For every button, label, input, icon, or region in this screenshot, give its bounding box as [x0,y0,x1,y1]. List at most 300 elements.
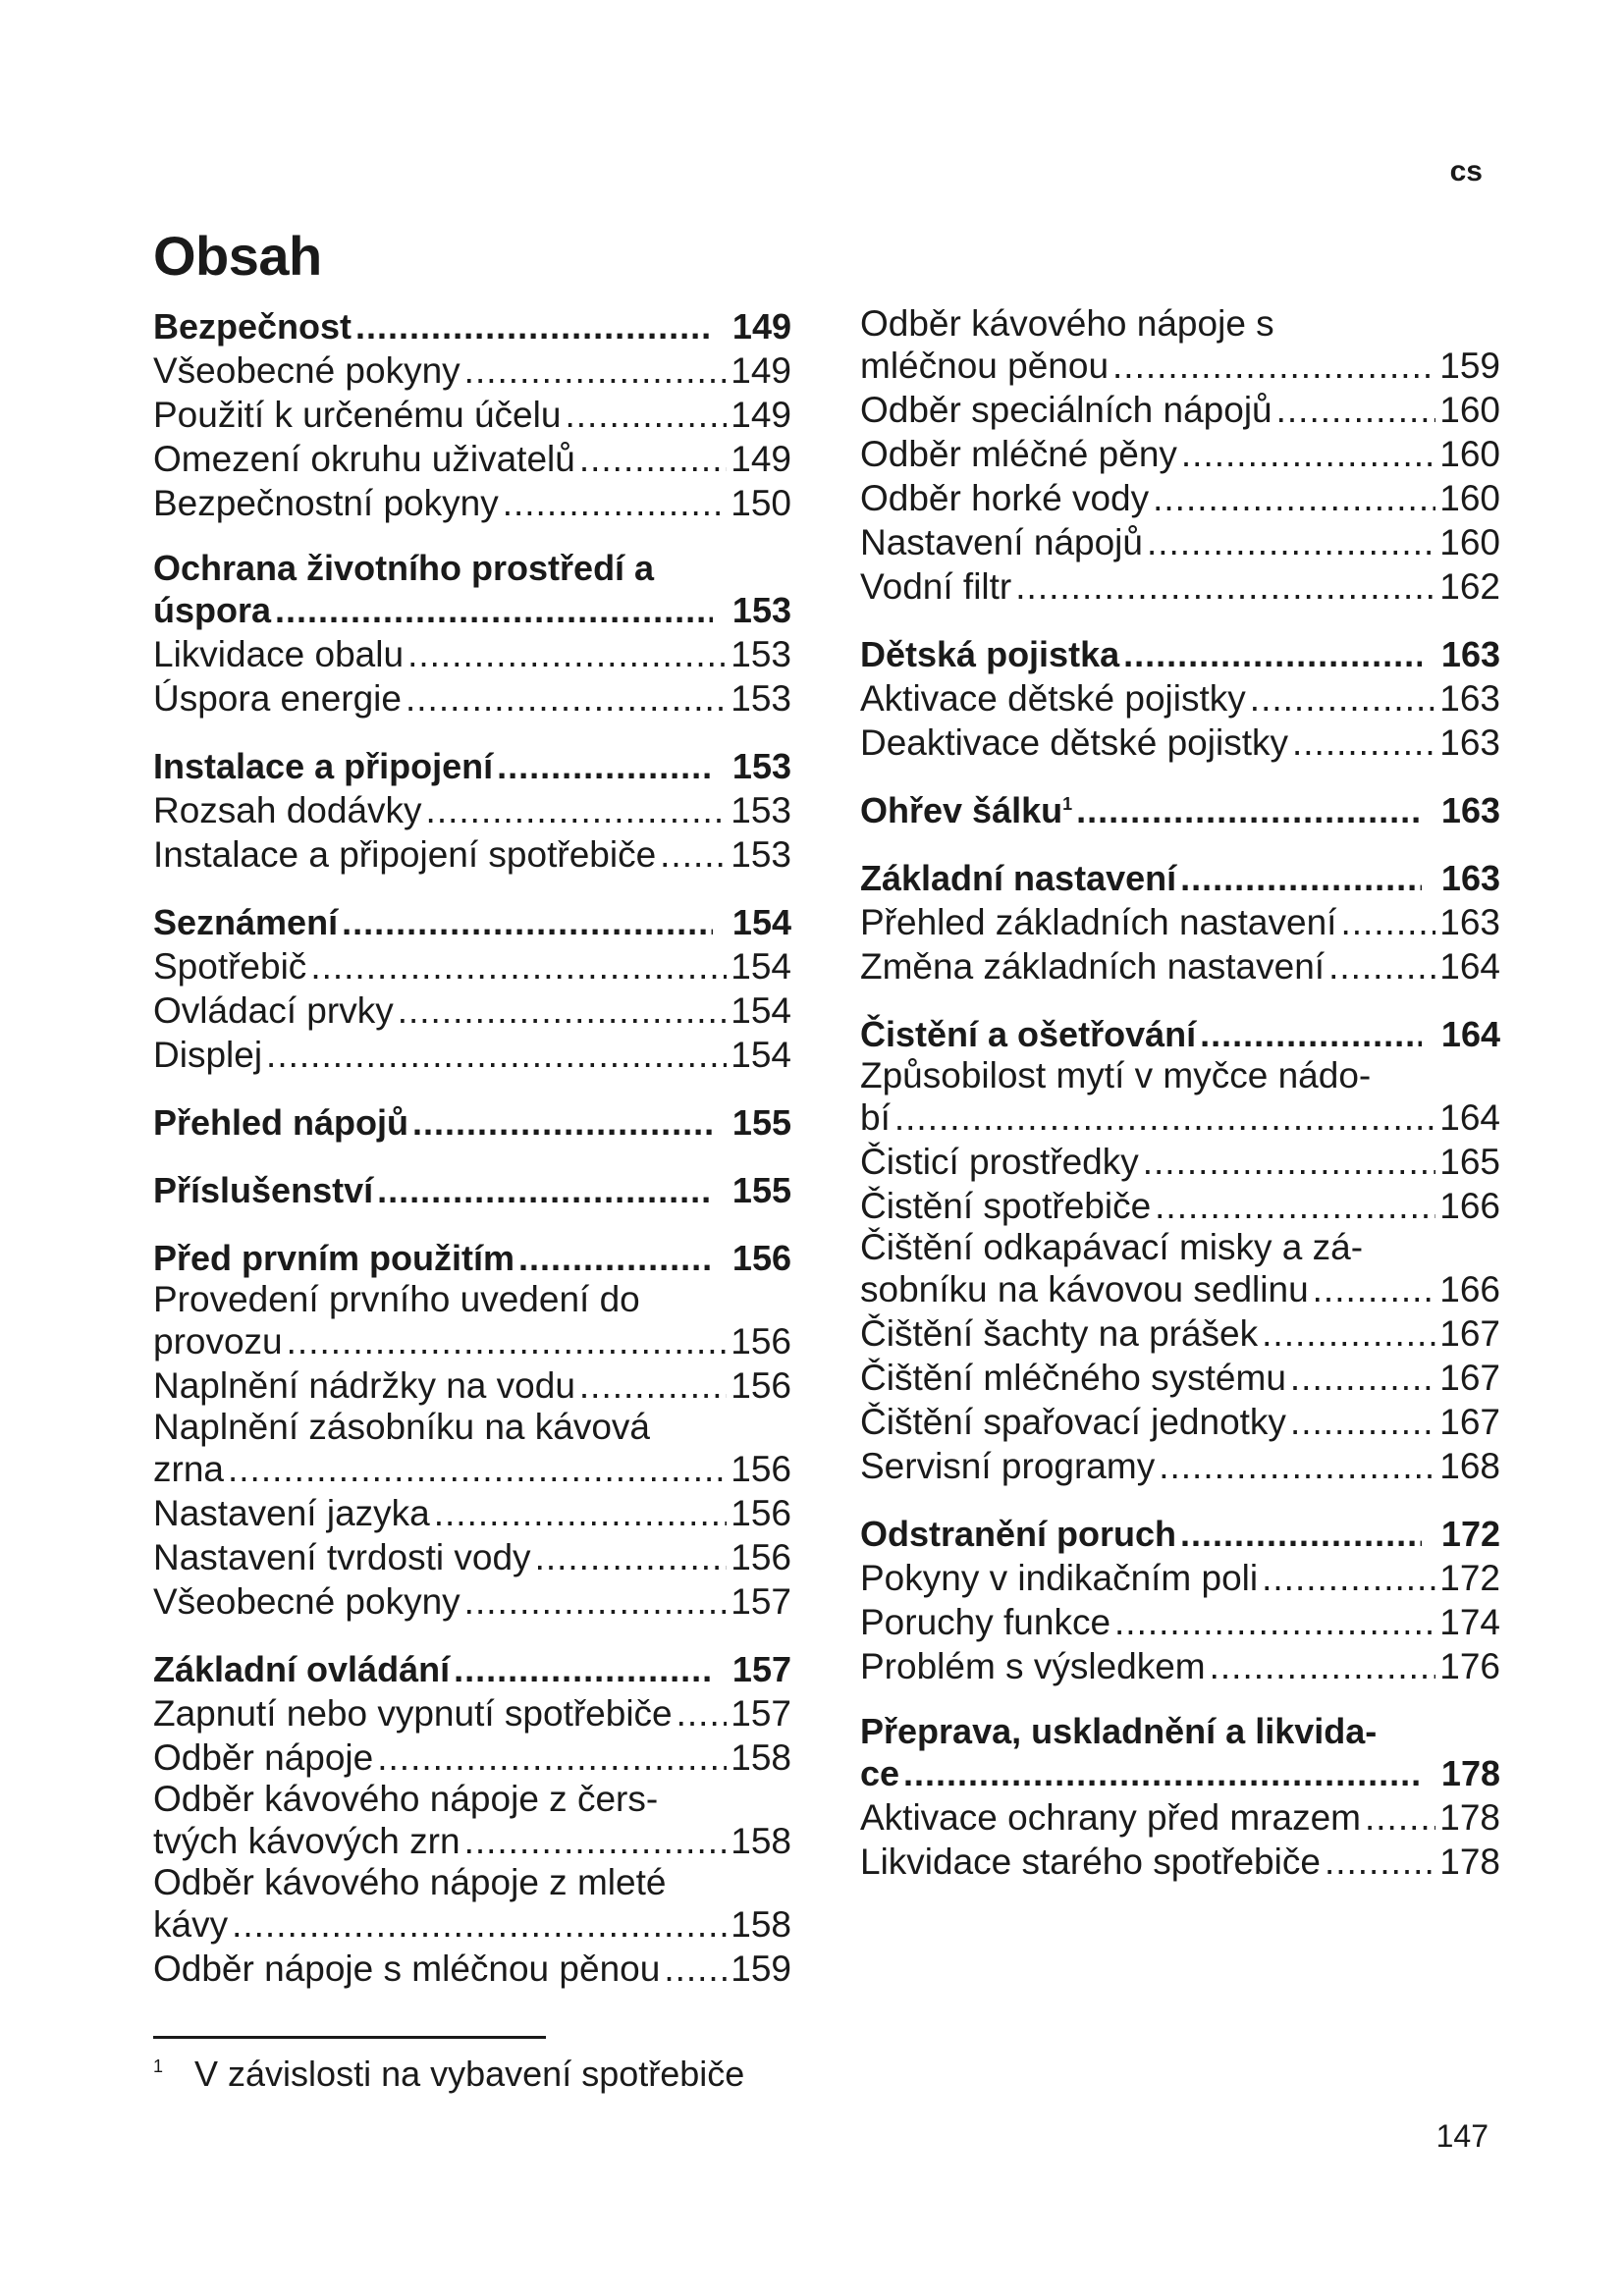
toc-entry-text: Odběr nápoje [153,1737,374,1778]
toc-page-number: 157 [731,1581,791,1622]
toc-page-number: 176 [1439,1646,1500,1686]
toc-entry-text: Nastavení tvrdosti vody [153,1537,531,1577]
toc-page-number: 167 [1439,1313,1500,1354]
toc-entry[interactable] [153,676,791,721]
toc-entry[interactable] [153,988,791,1033]
toc-section [860,304,1500,609]
dot-leader [1112,344,1435,388]
dot-leader [1210,1644,1436,1688]
toc-entry-text: Základní nastavení [860,858,1177,898]
toc-page-number: 156 [731,1449,791,1489]
toc-entry[interactable] [153,481,791,525]
toc-entry-text: Příslušenství [153,1170,374,1210]
dot-leader [660,832,727,877]
toc-column-left [153,304,791,2014]
toc-entry-label [153,1319,283,1363]
toc-entry-line[interactable]: Naplnění zásobníku na kávová [153,1407,651,1447]
toc-page-number: 178 [1440,1753,1500,1793]
toc-entry[interactable] [153,832,791,877]
toc-entry[interactable] [860,721,1500,765]
toc-entry-label [153,1902,228,1947]
dot-leader [464,1819,728,1863]
toc-entry-text: Před prvním použitím [153,1238,515,1278]
toc-entry-label [860,721,1288,765]
toc-entry-label [153,437,575,481]
dot-leader [1015,564,1435,609]
dot-leader [1147,520,1435,564]
dot-leader [1276,388,1436,432]
dot-leader [894,1095,1435,1140]
toc-entry[interactable] [860,1644,1500,1688]
toc-entry-label [153,588,271,632]
toc-entry-label [860,856,1176,900]
toc-entry-label [153,1691,673,1735]
toc-page-number: 172 [1439,1558,1500,1598]
toc-entry-label [153,481,499,525]
toc-entry-label [153,348,460,393]
toc-entry-label [860,1095,891,1140]
toc-entry-text: Úspora energie [153,678,402,719]
toc-entry-label [153,988,394,1033]
toc-entry-label [153,788,422,832]
toc-entry-label [860,632,1119,676]
toc-entry-text: Problém s výsledkem [860,1646,1206,1686]
toc-column-right [860,304,1500,1907]
toc-entry-label [860,1356,1286,1400]
toc-page-number: 163 [1440,790,1500,830]
toc-entry-text: zrna [153,1449,224,1489]
toc-entry-text: sobníku na kávovou sedlinu [860,1269,1309,1309]
toc-section [153,1647,791,1991]
toc-heading[interactable] [860,1751,1500,1795]
toc-page-number: 153 [731,634,791,674]
toc-entry-label [153,1447,224,1491]
toc-page-number: 164 [1439,1097,1500,1138]
toc-page-number: 174 [1439,1602,1500,1642]
toc-entry-text: Bezpečnostní pokyny [153,483,499,523]
toc-entry-label [153,1363,575,1408]
dot-leader [1290,1400,1435,1444]
dot-leader [464,348,728,393]
toc-entry[interactable] [860,1400,1500,1444]
toc-page-number: 154 [731,946,791,987]
toc-entry[interactable] [860,1095,1500,1140]
toc-entry-text: Nastavení nápojů [860,522,1143,562]
toc-entry-text: Aktivace ochrany před mrazem [860,1797,1361,1838]
toc-entry-label [860,1267,1309,1311]
dot-leader [579,437,727,481]
toc-entry-text: Čisticí prostředky [860,1142,1139,1182]
toc-entry-label [860,432,1177,476]
dot-leader [1180,1512,1422,1556]
footnote [153,2054,744,2095]
toc-entry-label [860,900,1336,944]
toc-entry-text: Pokyny v indikačním poli [860,1558,1259,1598]
toc-heading[interactable] [153,1647,791,1691]
toc-page-number: 156 [731,1365,791,1406]
toc-entry-label [153,1168,373,1212]
toc-entry[interactable] [153,632,791,676]
toc-section [860,1512,1500,1688]
toc-entry[interactable] [860,388,1500,432]
toc-heading[interactable] [153,1100,791,1145]
toc-entry-label [153,1535,531,1579]
toc-entry[interactable] [153,944,791,988]
dot-leader [1123,632,1422,676]
toc-heading-line[interactable]: Ochrana životního prostředí a [153,548,655,588]
toc-page-number: 149 [731,306,791,347]
toc-entry-label [860,1512,1176,1556]
toc-entry[interactable] [860,1267,1500,1311]
dot-leader [1114,1600,1435,1644]
toc-entry-line[interactable]: Odběr kávového nápoje z čers- [153,1779,659,1819]
toc-entry-label [860,1556,1258,1600]
toc-heading[interactable] [153,1236,791,1280]
footnote-divider [153,2036,546,2039]
dot-leader [1159,1444,1435,1488]
toc-page-number: 166 [1439,1269,1500,1309]
toc-page-number: 156 [731,1493,791,1533]
toc-page-number: 155 [731,1170,791,1210]
toc-page-number: 160 [1439,390,1500,430]
toc-entry-label [153,1236,514,1280]
toc-page-number: 153 [731,834,791,875]
toc-entry-text: Displej [153,1035,263,1075]
toc-entry-label [860,1400,1286,1444]
toc-page-number: 149 [731,350,791,391]
toc-entry-text: provozu [153,1321,283,1362]
toc-entry-text: Vodní filtr [860,566,1012,607]
toc-entry[interactable] [860,1356,1500,1400]
toc-page-number: 153 [731,590,791,630]
toc-entry-text: Použití k určenému účelu [153,395,562,435]
toc-entry-text: Všeobecné pokyny [153,1581,460,1622]
dot-leader [426,788,728,832]
toc-heading[interactable] [860,632,1500,676]
toc-entry-label [860,388,1272,432]
toc-page-number: 167 [1439,1358,1500,1398]
toc-entry-text: Naplnění nádržky na vodu [153,1365,575,1406]
page-title: Obsah [153,225,322,287]
toc-entry-text: Servisní programy [860,1446,1156,1486]
toc-page-number: 162 [1439,566,1500,607]
toc-entry-text: Zapnutí nebo vypnutí spotřebiče [153,1693,673,1734]
toc-entry-text: Odstranění poruch [860,1514,1177,1554]
toc-page-number: 160 [1439,522,1500,562]
toc-entry-label [153,1579,460,1624]
dot-leader [1340,900,1435,944]
dot-leader [377,1168,713,1212]
toc-page-number: 163 [1440,858,1500,898]
toc-page-number: 157 [731,1649,791,1689]
toc-entry-text: Čistění spotřebiče [860,1186,1152,1226]
toc-entry-label [153,832,656,877]
toc-entry[interactable] [860,900,1500,944]
dot-leader [310,944,727,988]
toc-page-number: 166 [1439,1186,1500,1226]
toc-entry-label [860,1311,1258,1356]
toc-entry[interactable] [153,1579,791,1624]
toc-page-number: 164 [1440,1014,1500,1054]
toc-entry-label [153,900,338,944]
toc-entry-text: úspora [153,590,272,630]
toc-entry[interactable] [860,1600,1500,1644]
dot-leader [412,1100,713,1145]
toc-entry-label [860,1140,1139,1184]
toc-page-number: 160 [1439,434,1500,474]
toc-page-number: 156 [731,1537,791,1577]
dot-leader [1262,1311,1435,1356]
toc-entry-label [860,1840,1321,1884]
toc-entry-label [153,676,402,721]
toc-heading[interactable] [153,900,791,944]
toc-section [860,856,1500,988]
toc-page-number: 153 [731,790,791,830]
dot-leader [1155,1184,1435,1228]
toc-page-number: 154 [731,1035,791,1075]
toc-page-number: 159 [1439,346,1500,386]
toc-entry-text: Dětská pojistka [860,634,1120,674]
toc-entry-label [860,944,1325,988]
toc-entry-text: Instalace a připojení spotřebiče [153,834,657,875]
toc-page-number: 150 [731,483,791,523]
dot-leader [903,1751,1422,1795]
toc-entry-text: Přehled nápojů [153,1102,409,1143]
toc-entry-label [153,1100,408,1145]
toc-entry[interactable] [860,1311,1500,1356]
toc-entry[interactable] [153,1819,791,1863]
toc-entry[interactable] [153,437,791,481]
toc-heading[interactable] [153,304,791,348]
toc-entry[interactable] [153,1363,791,1408]
toc-entry-text: Odběr horké vody [860,478,1150,518]
dot-leader [1143,1140,1436,1184]
toc-heading[interactable] [860,1012,1500,1056]
toc-entry-label [153,944,306,988]
toc-heading[interactable] [153,744,791,788]
toc-entry[interactable] [860,1840,1500,1884]
toc-heading[interactable] [860,788,1500,832]
toc-page-number: 163 [1439,722,1500,763]
toc-entry[interactable] [860,1795,1500,1840]
toc-page-number: 163 [1439,902,1500,942]
toc-entry-text: Odběr nápoje s mléčnou pěnou [153,1949,661,1989]
toc-entry-text: Bezpečnost [153,306,352,347]
toc-page-number: 160 [1439,478,1500,518]
toc-entry[interactable] [860,564,1500,609]
toc-entry-text: Aktivace dětské pojistky [860,678,1246,719]
dot-leader [1076,788,1422,832]
toc-entry-line[interactable]: Čištění odkapávací misky a zá- [860,1227,1364,1267]
dot-leader [232,1902,727,1947]
toc-heading-line[interactable]: Přeprava, uskladnění a likvida- [860,1711,1378,1751]
toc-section [860,1012,1500,1488]
toc-entry-label [153,1947,660,1991]
toc-entry-label [860,1184,1151,1228]
toc-entry-text: Nastavení jazyka [153,1493,430,1533]
toc-entry-text: ce [860,1753,900,1793]
toc-entry[interactable] [153,788,791,832]
toc-heading[interactable] [153,1168,791,1212]
toc-page-number: 156 [731,1321,791,1362]
dot-leader [228,1447,727,1491]
toc-entry[interactable] [153,1447,791,1491]
toc-entry-text: Spotřebič [153,946,307,987]
toc-entry-label [860,1644,1206,1688]
toc-entry-text: Ohřev šálku [860,790,1063,830]
toc-section [153,304,791,525]
dot-leader [464,1579,728,1624]
toc-page-number: 178 [1439,1842,1500,1882]
toc-page-number: 164 [1439,946,1500,987]
toc-entry-label [153,1491,430,1535]
toc-entry-label [153,744,493,788]
toc-entry[interactable] [860,520,1500,564]
toc-page-number: 158 [731,1904,791,1945]
dot-leader [535,1535,728,1579]
toc-page-number: 165 [1439,1142,1500,1182]
dot-leader [287,1319,728,1363]
toc-entry-text: tvých kávových zrn [153,1821,460,1861]
toc-entry-label [860,564,1011,609]
toc-page-number: 149 [731,395,791,435]
toc-entry[interactable] [860,432,1500,476]
toc-entry-label [860,1600,1110,1644]
toc-entry[interactable] [153,1735,791,1780]
page-number: 147 [1435,2118,1489,2154]
toc-entry-line[interactable]: Odběr kávového nápoje z mleté [153,1862,667,1902]
toc-page-number: 172 [1440,1514,1500,1554]
toc-page-number: 149 [731,439,791,479]
toc-entry-label [860,788,1072,832]
toc-heading[interactable] [860,1512,1500,1556]
toc-entry-text: Čištění spařovací jednotky [860,1402,1286,1442]
toc-entry[interactable] [153,1691,791,1735]
footnote-reference: 1 [1062,794,1073,814]
toc-entry-text: Všeobecné pokyny [153,350,460,391]
toc-page-number: 158 [731,1821,791,1861]
toc-entry-text: Omezení okruhu uživatelů [153,439,575,479]
toc-section [153,549,791,721]
dot-leader [503,481,728,525]
toc-entry[interactable] [860,944,1500,988]
dot-leader [677,1691,728,1735]
dot-leader [377,1735,727,1780]
toc-entry[interactable] [860,1184,1500,1228]
dot-leader [355,304,713,348]
toc-entry-text: Čištění mléčného systému [860,1358,1286,1398]
toc-section [860,632,1500,765]
toc-entry[interactable] [860,1140,1500,1184]
dot-leader [342,900,713,944]
toc-heading[interactable] [153,588,791,632]
footnote-text: V závislosti na vybavení spotřebiče [194,2054,745,2094]
toc-section [860,1712,1500,1884]
dot-leader [565,393,727,437]
toc-entry-label [153,1033,262,1077]
toc-entry-label [860,1012,1196,1056]
toc-page-number: 163 [1440,634,1500,674]
toc-entry[interactable] [153,1902,791,1947]
toc-entry-text: Poruchy funkce [860,1602,1111,1642]
toc-entry[interactable] [153,1535,791,1579]
toc-entry[interactable] [153,1033,791,1077]
toc-page-number: 157 [731,1693,791,1734]
toc-section [153,1236,791,1624]
toc-entry[interactable] [860,676,1500,721]
toc-entry-text: Odběr mléčné pěny [860,434,1177,474]
toc-section [153,1100,791,1145]
toc-entry-text: Likvidace obalu [153,634,405,674]
dot-leader [664,1947,727,1991]
toc-entry-line[interactable]: Odběr kávového nápoje s [860,303,1274,344]
toc-entry-text: bí [860,1097,891,1138]
dot-leader [266,1033,727,1077]
toc-entry-line[interactable]: Provedení prvního uvedení do [153,1279,640,1319]
toc-entry[interactable] [153,393,791,437]
dot-leader [1180,856,1422,900]
toc-page-number: 155 [731,1102,791,1143]
toc-entry[interactable] [153,1491,791,1535]
toc-page-number: 167 [1439,1402,1500,1442]
toc-entry[interactable] [153,348,791,393]
toc-entry-label [860,1795,1361,1840]
toc-page-number: 154 [731,902,791,942]
dot-leader [398,988,728,1033]
dot-leader [406,676,727,721]
toc-heading[interactable] [860,856,1500,900]
dot-leader [1181,432,1435,476]
toc-page-number: 153 [731,678,791,719]
toc-entry-text: Ovládací prvky [153,990,394,1031]
toc-entry[interactable] [153,1319,791,1363]
toc-page-number: 153 [731,746,791,786]
toc-page-number: 159 [731,1949,791,1989]
toc-entry-label [153,1819,460,1863]
toc-page-number: 156 [731,1238,791,1278]
dot-leader [1328,944,1435,988]
language-code: cs [1449,155,1483,187]
toc-entry[interactable] [860,1556,1500,1600]
dot-leader [1200,1012,1422,1056]
dot-leader [1262,1556,1435,1600]
toc-entry-line[interactable]: Způsobilost mytí v myčce nádo- [860,1055,1372,1095]
dot-leader [518,1236,713,1280]
toc-entry[interactable] [153,1947,791,1991]
dot-leader [275,588,713,632]
toc-page-number: 178 [1439,1797,1500,1838]
dot-leader [1313,1267,1436,1311]
toc-entry-label [153,393,561,437]
toc-entry[interactable] [860,344,1500,388]
toc-entry-label [860,344,1109,388]
toc-entry-text: Čistění a ošetřování [860,1014,1197,1054]
toc-entry-label [860,1751,899,1795]
toc-entry-label [860,1444,1155,1488]
toc-entry[interactable] [860,1444,1500,1488]
toc-entry-text: Deaktivace dětské pojistky [860,722,1288,763]
toc-entry-text: Odběr speciálních nápojů [860,390,1272,430]
toc-entry-label [860,476,1149,520]
dot-leader [497,744,713,788]
dot-leader [434,1491,728,1535]
dot-leader [579,1363,727,1408]
toc-entry-label [860,676,1246,721]
toc-section [860,788,1500,832]
dot-leader [407,632,727,676]
toc-page-number: 158 [731,1737,791,1778]
toc-entry[interactable] [860,476,1500,520]
